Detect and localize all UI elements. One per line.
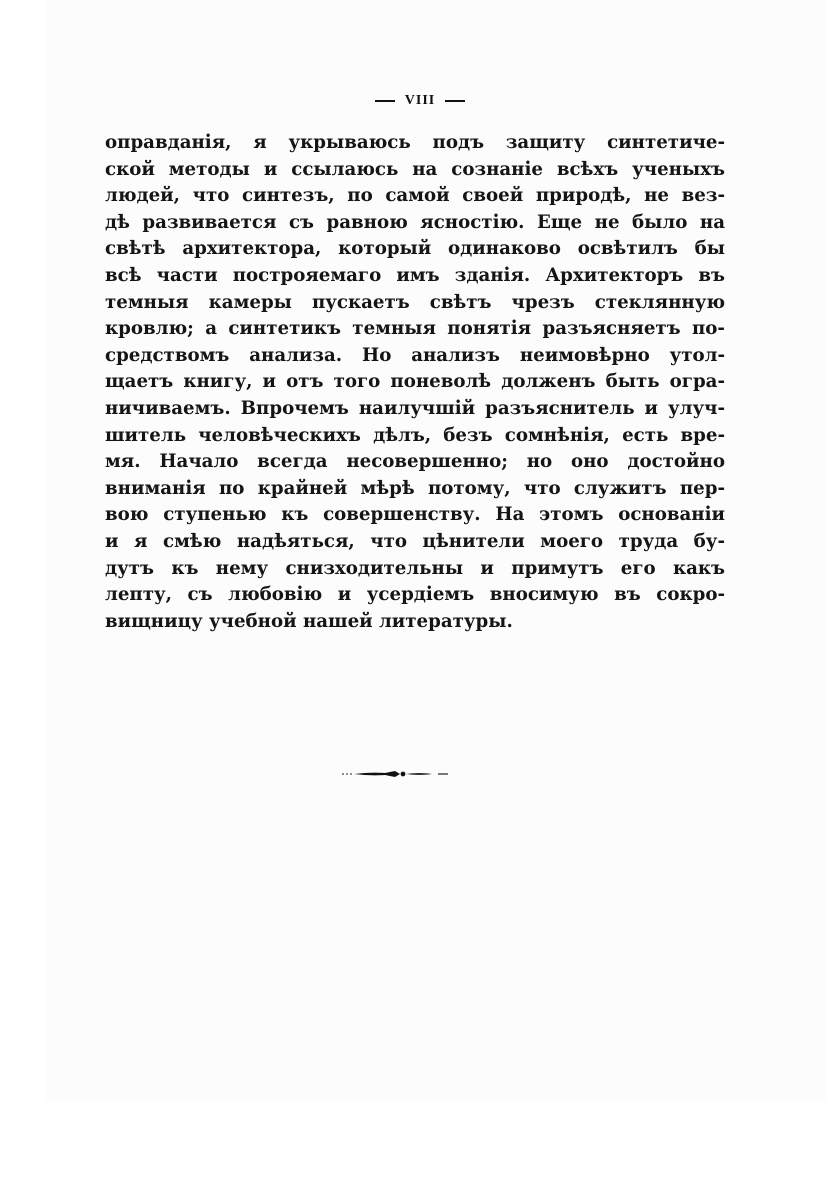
text-line: вниманія по крайней мѣрѣ потому, что служитъ пер- [105, 477, 725, 499]
text-line: дутъ къ нему снизходительны и примутъ его какъ [105, 557, 725, 579]
header-dash-left [375, 100, 395, 102]
header-dash-right [445, 100, 465, 102]
tailpiece-ornament-icon [340, 766, 450, 780]
text-line: и я смѣю надѣяться, что цѣнители моего труда бу- [105, 530, 725, 552]
text-line: свѣтѣ архитектора, который одинаково освѣтилъ бы [105, 238, 725, 260]
text-line: дѣ развивается съ равною ясностію. Еще не было на [105, 211, 725, 233]
text-line: шитель человѣческихъ дѣлъ, безъ сомнѣнія, есть вре- [105, 424, 725, 446]
text-line: щаетъ книгу, и отъ того поневолѣ долженъ быть огра- [105, 371, 725, 393]
text-line: вою ступенью къ совершенству. На этомъ основаніи [105, 504, 725, 526]
text-line: ской методы и ссылаюсь на сознаніе всѣхъ ученыхъ [105, 158, 725, 180]
text-line: средствомъ анализа. Но анализъ неимовѣрно утол- [105, 344, 725, 366]
text-line-last: вищницу учебной нашей литературы. [105, 610, 513, 632]
text-line: людей, что синтезъ, по самой своей природѣ, не вез- [105, 185, 725, 207]
text-line: кровлю; а синтетикъ темныя понятія разъясняетъ по- [105, 318, 725, 340]
text-line: лепту, съ любовію и усердіемъ вносимую въ сокро- [105, 584, 725, 606]
text-line: мя. Начало всегда несовершенно; но оно достойно [105, 451, 725, 473]
text-line: всѣ части построяемаго имъ зданія. Архитекторъ въ [105, 264, 725, 286]
body-text [105, 130, 725, 635]
text-line: темныя камеры пускаетъ свѣтъ чрезъ стеклянную [105, 291, 725, 313]
page-number: VIII [404, 93, 436, 108]
page-header [0, 88, 840, 114]
text-line: ничиваемъ. Впрочемъ наилучшій разъяснитель и улуч- [105, 397, 725, 419]
text-line: оправданія, я укрываюсь подъ защиту синтетиче- [105, 132, 725, 153]
